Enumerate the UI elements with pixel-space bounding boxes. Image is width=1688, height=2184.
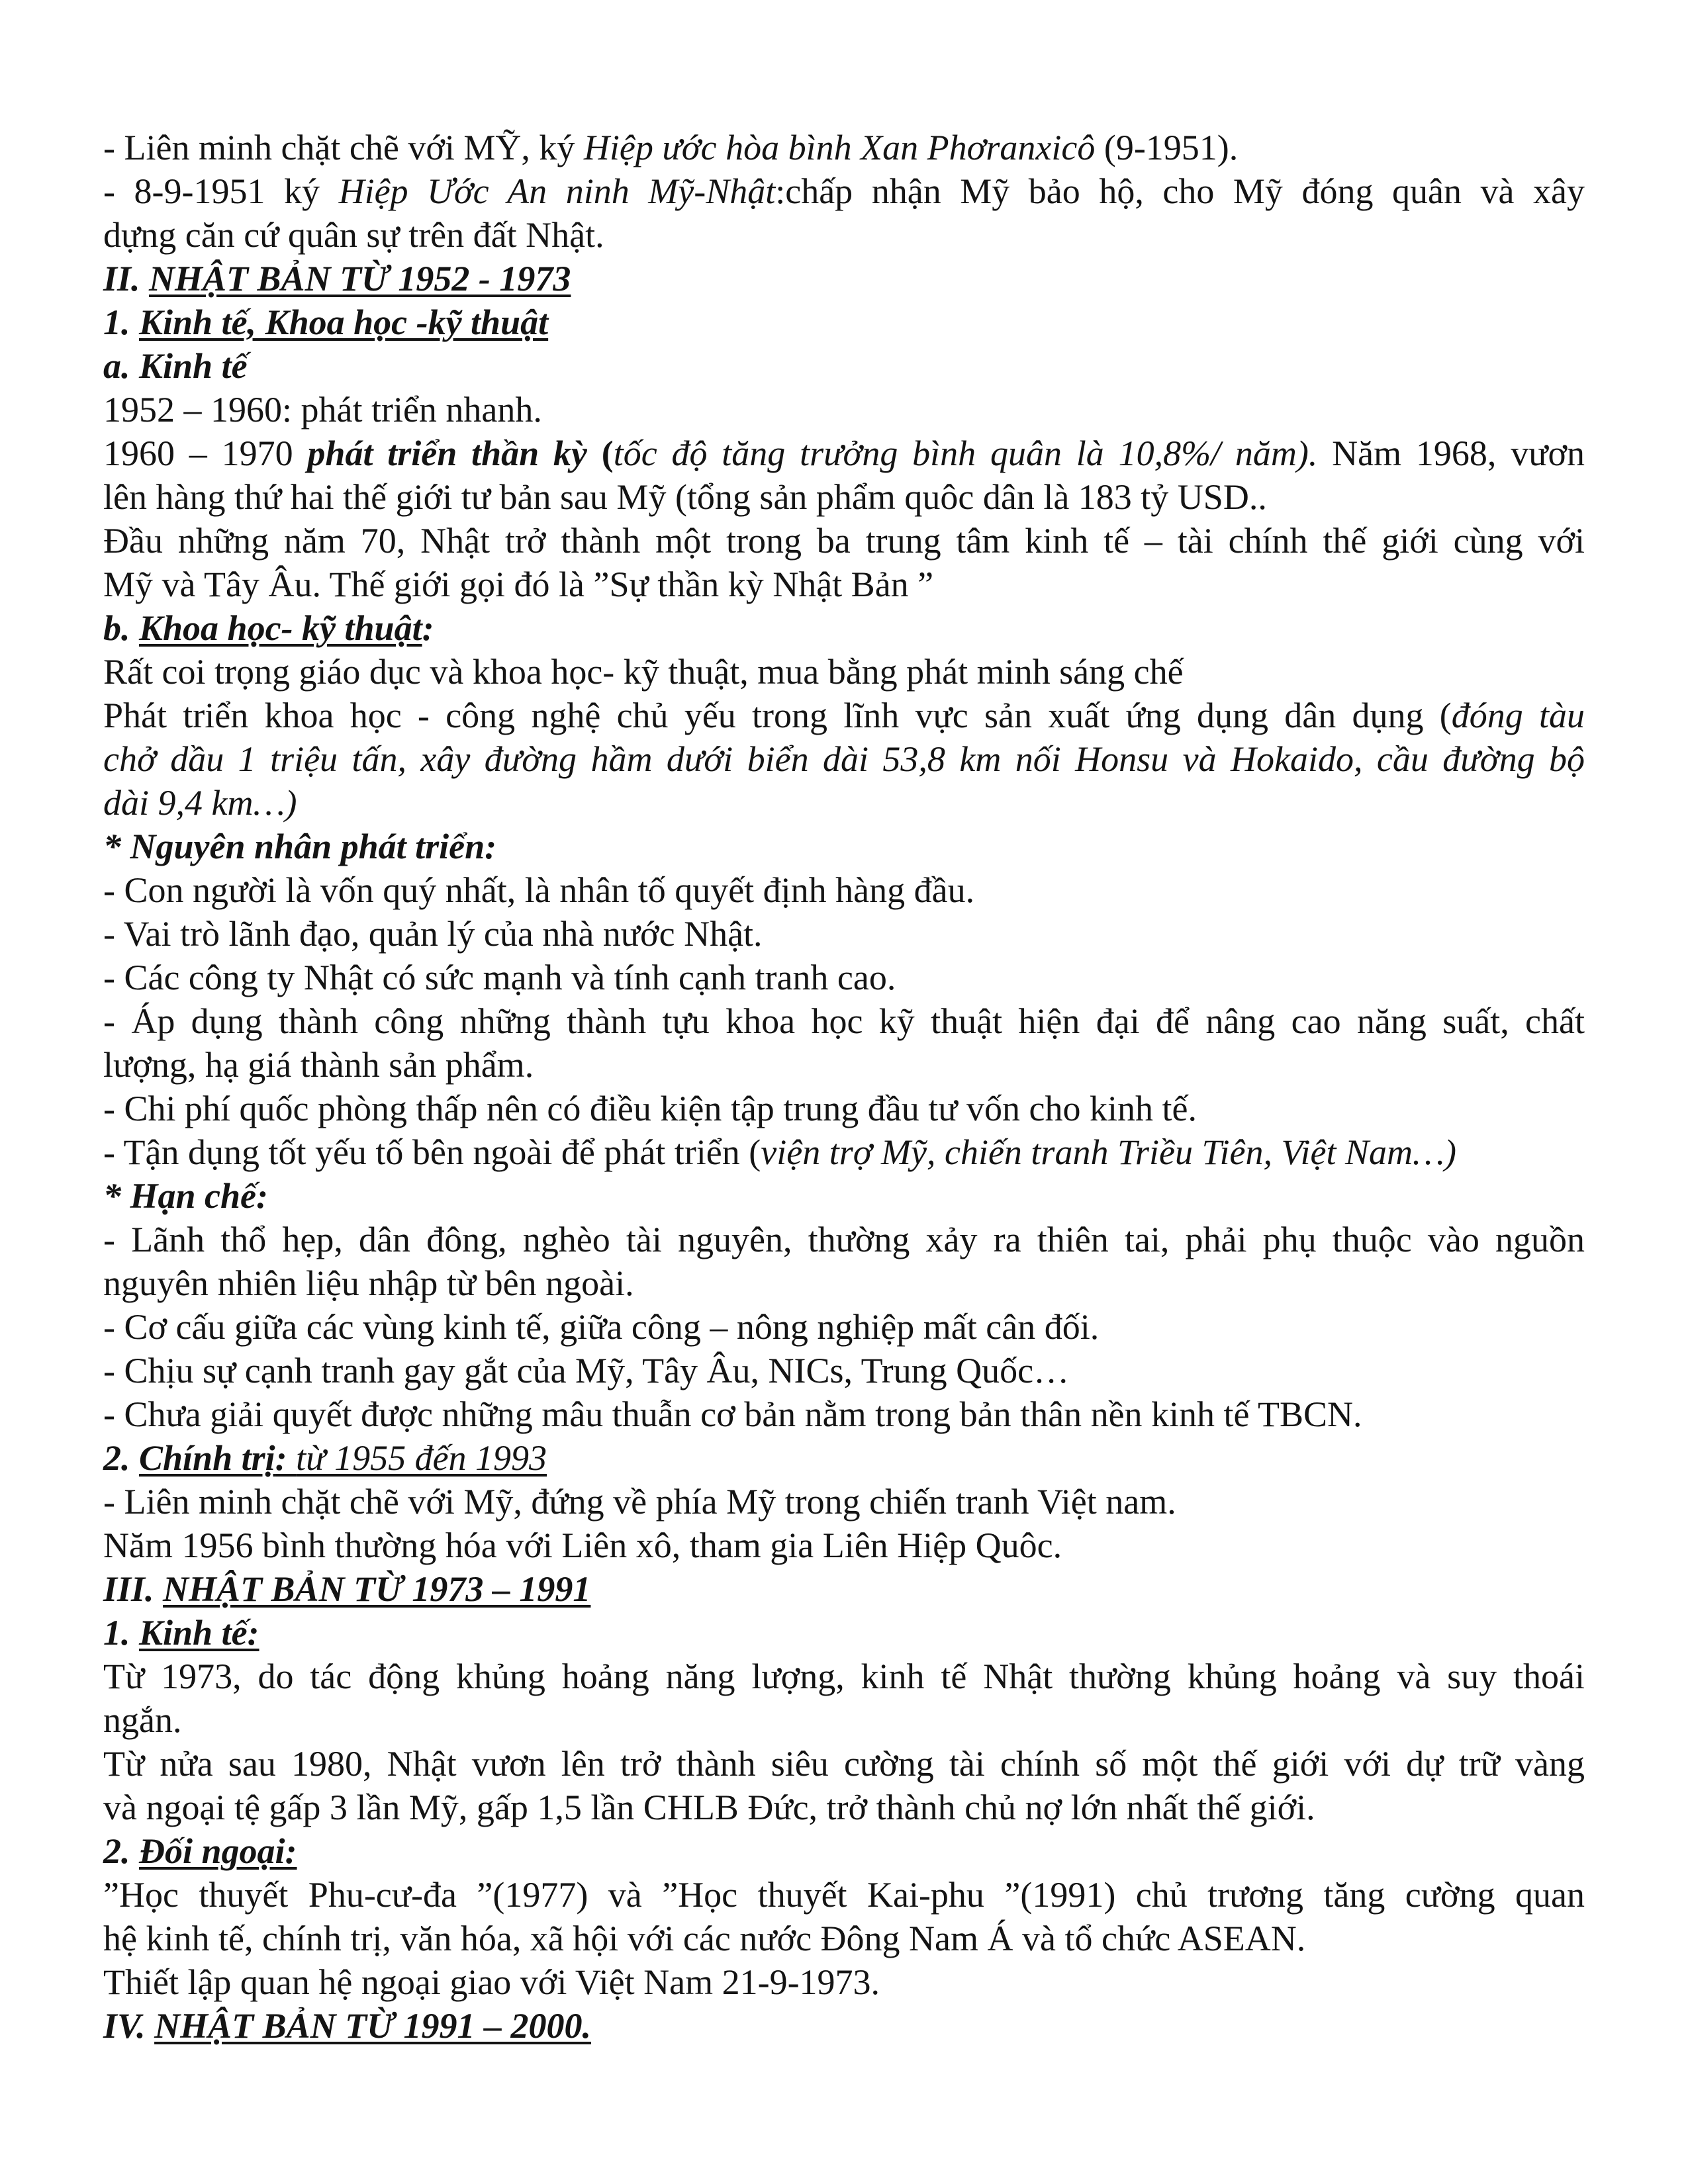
list-item: - Chưa giải quyết được những mâu thuẫn cơ bản nằm trong bản thân nền kinh tế TBCN. <box>103 1394 1362 1434</box>
subsection-heading <box>103 1611 1585 1655</box>
text-line: Mỹ và Tây Âu. Thế giới gọi đó là ”Sự thần kỳ Nhật Bản ” <box>103 565 934 604</box>
text-line: Thiết lập quan hệ ngoại giao với Việt Nam 21-9-1973. <box>103 1962 880 2002</box>
text-run: : <box>275 1438 297 1478</box>
text-line: Từ 1973, do tác động khủng hoảng năng lượng, kinh tế Nhật thường khủng hoảng và suy thoái <box>103 1657 1585 1696</box>
italic-note: đóng tàu <box>1451 696 1585 735</box>
list-item: - Chịu sự cạnh tranh gay gắt của Mỹ, Tây Âu, NICs, Trung Quốc… <box>103 1351 1070 1390</box>
subheading: a. Kinh tế <box>103 346 248 386</box>
text-run: : <box>422 608 434 648</box>
heading-title: Chính trị <box>139 1438 275 1478</box>
section-heading <box>103 257 1585 300</box>
subheading: * Nguyên nhân phát triển: <box>103 827 497 866</box>
text-line: ngắn. <box>103 1700 182 1740</box>
italic-line: chở dầu 1 triệu tấn, xây đường hầm dưới biển dài 53,8 km nối Honsu và Hokaido, cầu đường bộ <box>103 739 1585 779</box>
heading-number: 1. <box>103 302 139 342</box>
text-line: Từ nửa sau 1980, Nhật vươn lên trở thành siêu cường tài chính số một thế giới với dự trữ vàng <box>103 1744 1585 1784</box>
text-run: - 8-9-1951 ký <box>103 171 339 211</box>
heading-title: NHẬT BẢN TỪ 1991 – 2000. <box>154 2006 591 2046</box>
text-line <box>103 694 1585 737</box>
text-run: - Liên minh chặt chẽ với MỸ, ký <box>103 128 584 167</box>
heading-title: NHẬT BẢN TỪ 1973 – 1991 <box>163 1569 591 1609</box>
text-line: lượng, hạ giá thành sản phẩm. <box>103 1045 534 1085</box>
text-line: dựng căn cứ quân sự trên đất Nhật. <box>103 215 604 255</box>
list-item: - Lãnh thổ hẹp, dân đông, nghèo tài nguyên, thường xảy ra thiên tai, phải phụ thuộc vào nguồn <box>103 1220 1585 1259</box>
text-line: Năm 1956 bình thường hóa với Liên xô, tham gia Liên Hiệp Quôc. <box>103 1525 1062 1565</box>
text-line: hệ kinh tế, chính trị, văn hóa, xã hội với các nước Đông Nam Á và tổ chức ASEAN. <box>103 1919 1306 1958</box>
subheading: * Hạn chế: <box>103 1176 268 1216</box>
heading-title: Khoa học- kỹ thuật <box>139 608 422 648</box>
list-item: - Vai trò lãnh đạo, quản lý của nhà nước Nhật. <box>103 914 763 954</box>
section-heading <box>103 1567 1585 1611</box>
text-line: Đầu những năm 70, Nhật trở thành một trong ba trung tâm kinh tế – tài chính thế giới cùng với <box>103 521 1585 561</box>
document-page <box>103 126 1585 2048</box>
list-item: - Cơ cấu giữa các vùng kinh tế, giữa công – nông nghiệp mất cân đối. <box>103 1307 1100 1347</box>
italic-note: tốc độ tăng trưởng bình quân là 10,8%/ năm). <box>613 433 1318 473</box>
section-heading <box>103 2004 1585 2048</box>
text-line: ”Học thuyết Phu-cư-đa ”(1977) và ”Học thuyết Kai-phu ”(1991) chủ trương tăng cường quan <box>103 1875 1585 1915</box>
heading-title: Kinh tế: <box>139 1613 259 1653</box>
text-run: Năm 1968, vươn <box>1317 433 1585 473</box>
heading-number: b. <box>103 608 139 648</box>
text-run: Phát triển khoa học - công nghệ chủ yếu trong lĩnh vực sản xuất ứng dụng dân dụng ( <box>103 696 1452 735</box>
text-run: ( <box>586 433 614 473</box>
text-line <box>103 169 1585 213</box>
text-line: 1952 – 1960: phát triển nhanh. <box>103 390 542 430</box>
treaty-name: Hiệp Ước An ninh Mỹ-Nhật <box>338 171 776 211</box>
text-run: - Tận dụng tốt yếu tố bên ngoài để phát triển ( <box>103 1132 761 1172</box>
text-run: (9-1951). <box>1095 128 1239 167</box>
list-item: - Con người là vốn quý nhất, là nhân tố quyết định hàng đầu. <box>103 870 975 910</box>
text-line <box>103 432 1585 475</box>
text-line: nguyên nhiên liệu nhập từ bên ngoài. <box>103 1263 634 1303</box>
heading-title: Kinh tế, Khoa học -kỹ thuật <box>139 302 549 342</box>
treaty-name: Hiệp ước hòa bình Xan Phơranxicô <box>583 128 1096 167</box>
heading-title: Đối ngoại: <box>139 1831 297 1871</box>
heading-period: từ 1955 đến 1993 <box>296 1438 547 1478</box>
text-line: lên hàng thứ hai thế giới tư bản sau Mỹ (tổng sản phẩm quôc dân là 183 tỷ USD.. <box>103 477 1267 517</box>
subsection-heading <box>103 300 1585 344</box>
subsection-heading <box>103 1829 1585 1873</box>
heading-number: IV. <box>103 2006 155 2046</box>
list-item: - Chi phí quốc phòng thấp nên có điều kiện tập trung đầu tư vốn cho kinh tế. <box>103 1089 1197 1128</box>
text-run: 1960 – 1970 <box>103 433 308 473</box>
heading-number: 2. <box>103 1831 139 1871</box>
emphasis: phát triển thần kỳ <box>307 433 587 473</box>
italic-note: viện trợ Mỹ, chiến tranh Triều Tiên, Việt Nam…) <box>761 1132 1456 1172</box>
list-item: - Liên minh chặt chẽ với Mỹ, đứng về phía Mỹ trong chiến tranh Việt nam. <box>103 1482 1176 1522</box>
text-run: :chấp nhận Mỹ bảo hộ, cho Mỹ đóng quân và xây <box>775 171 1585 211</box>
list-item <box>103 1130 1585 1174</box>
text-line: và ngoại tệ gấp 3 lần Mỹ, gấp 1,5 lần CHLB Đức, trở thành chủ nợ lớn nhất thế giới. <box>103 1788 1315 1827</box>
text-line: Rất coi trọng giáo dục và khoa học- kỹ thuật, mua bằng phát minh sáng chế <box>103 652 1184 692</box>
subsection-heading <box>103 1436 1585 1480</box>
subheading <box>103 606 1585 650</box>
heading-number: 1. <box>103 1613 139 1653</box>
list-item: - Áp dụng thành công những thành tựu khoa học kỹ thuật hiện đại để nâng cao năng suất, chất <box>103 1001 1585 1041</box>
list-item: - Các công ty Nhật có sức mạnh và tính cạnh tranh cao. <box>103 958 896 997</box>
heading-title: NHẬT BẢN TỪ 1952 - 1973 <box>149 259 571 298</box>
heading-number: III. <box>103 1569 164 1609</box>
text-line <box>103 126 1585 169</box>
heading-number: II. <box>103 259 150 298</box>
heading-number: 2. <box>103 1438 139 1478</box>
italic-line: dài 9,4 km…) <box>103 783 297 823</box>
